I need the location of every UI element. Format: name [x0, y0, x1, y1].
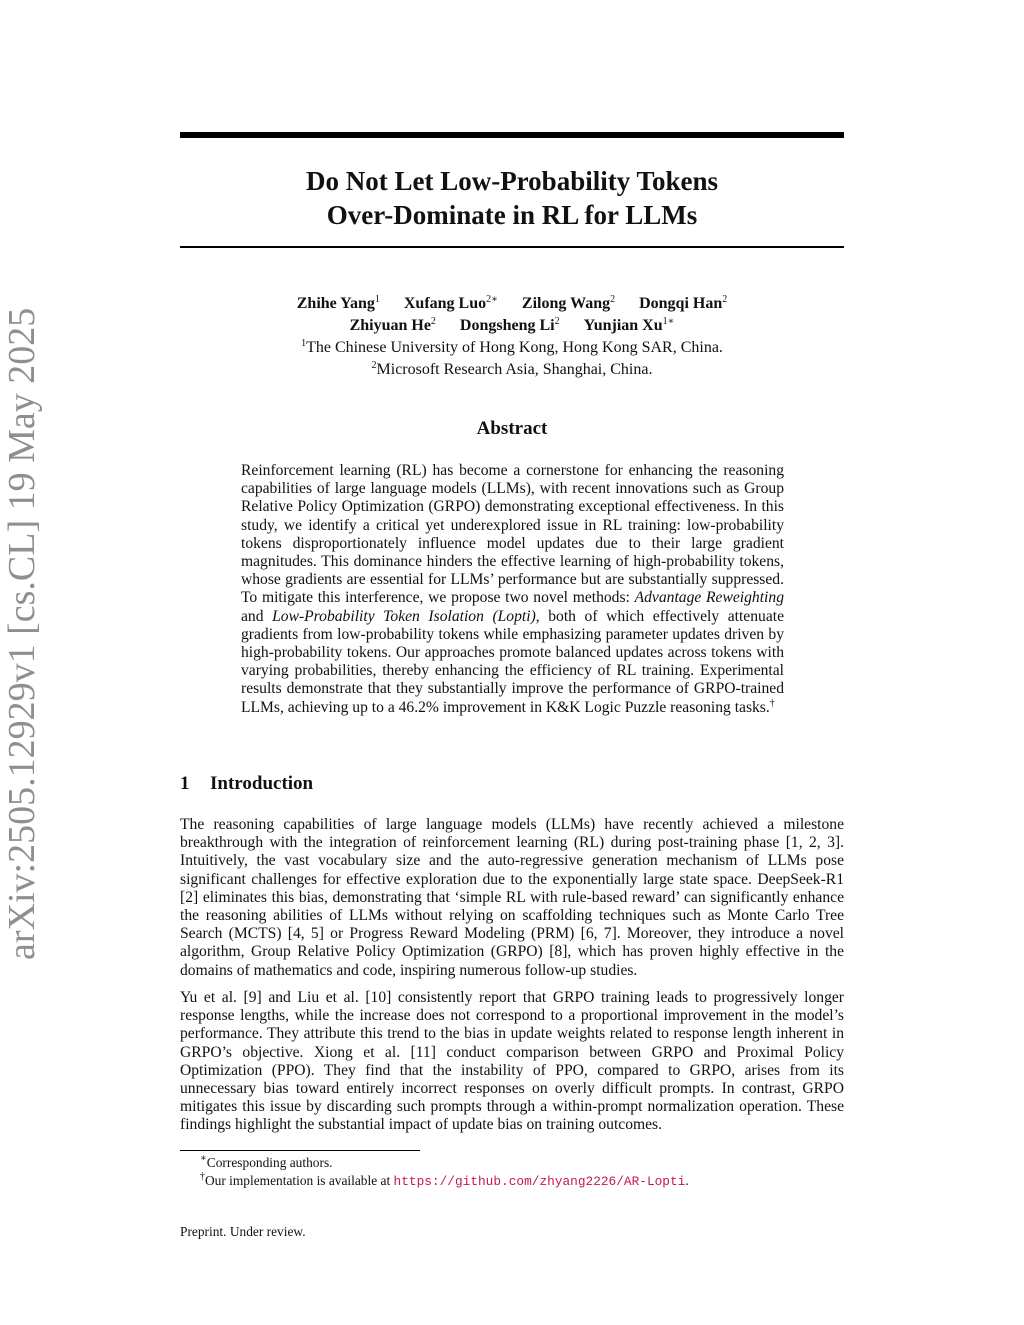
footnote: ∗Corresponding authors.: [200, 1153, 333, 1170]
author-name: Zhihe Yang: [296, 295, 375, 312]
author-name: Zilong Wang: [521, 295, 611, 312]
title-rule-bottom: [180, 246, 844, 248]
footnote: †Our implementation is available at https://github.com/zhyang2226/AR-Lopti.: [200, 1170, 689, 1189]
title-line-1: Do Not Let Low-Probability Tokens: [305, 166, 719, 196]
author-affiliation-mark: 1: [374, 294, 380, 305]
arxiv-identifier: arXiv:2505.12929v1 [cs.CL] 19 May 2025: [1, 307, 43, 960]
author-name: Yunjian Xu: [583, 317, 663, 334]
paper-title: [180, 164, 844, 232]
section-number: 1: [180, 773, 190, 794]
author-name: Xufang Luo: [403, 295, 487, 312]
footnote-rule: [180, 1150, 420, 1151]
author-name: Dongsheng Li: [459, 317, 555, 334]
abstract-text: Reinforcement learning (RL) has become a cornerstone for enhancing the reasoning capabilities of large language models (LLMs), with recent innovations such as Group Relative Policy Optimization (GRPO) demonstrating exceptional effectiveness. In this study, we identify a critical yet underexplored issue in RL training: low-probability tokens disproportionately influence model updates due to their large gradient magnitudes. This dominance hinders the effective learning of high-probability tokens, whose gradients are essential for LLMs’ performance but are substantially suppressed. To mitigate this interference, we propose two novel methods: Advantage Reweighting and Low-Probability Token Isolation (Lopti), both of which effectively attenuate gradients from low-probability tokens while emphasizing parameter updates driven by high-probability tokens. Our approaches promote balanced updates across tokens with varying probabilities, thereby enhancing the efficiency of RL training. Experimental results demonstrate that they substantially improve the performance of GRPO-trained LLMs, achieving up to a 46.2% improvement in K&K Logic Puzzle reasoning tasks.†: [241, 462, 784, 716]
author-row-2: [180, 315, 844, 337]
method-name: Advantage Reweighting: [634, 589, 784, 607]
paragraph: Yu et al. [9] and Liu et al. [10] consistently report that GRPO training leads to progressively longer response lengths, while the increase does not correspond to a proportional improvement in the model’s performance. They attribute this trend to the bias in update weights related to response length inherent in GRPO’s objective. Xiong et al. [11] conduct comparison between GRPO and Proximal Policy Optimization (PPO). They find that the instability of PPO, compared to GRPO, arises from its unnecessary bias toward entirely incorrect responses on overly difficult prompts. In contrast, GRPO mitigates this issue by discarding such prompts through a within-prompt normalization operation. These findings highlight the substantial impact of update bias on training outcomes.: [180, 989, 844, 1134]
method-name: Low-Probability Token Isolation (Lopti): [272, 607, 536, 625]
author-affiliation-mark: 2: [430, 316, 436, 327]
author-affiliation-mark: 2∗: [486, 294, 498, 305]
section-title: Introduction: [210, 773, 314, 794]
author-affiliation-mark: 2: [722, 294, 728, 305]
section-heading: [180, 773, 313, 795]
author-row-1: [180, 293, 844, 315]
title-line-2: Over-Dominate in RL for LLMs: [326, 200, 698, 230]
affiliation-1: $^1$The Chinese University of Hong Kong, Hong Kong SAR, China.: [301, 338, 723, 356]
author-affiliation-mark: 1∗: [662, 316, 675, 327]
author-affiliation-mark: 2: [554, 316, 560, 327]
paragraph: The reasoning capabilities of large language models (LLMs) have recently achieved a milestone breakthrough with the integration of reinforcement learning (RL) during post-training phase [1, 2, 3]. Intuitively, the vast vocabulary size and the auto-regressive generation mechanism of LLMs pose significant challenges for effective exploration due to the exponentially large state space. DeepSeek-R1 [2] eliminates this bias, demonstrating that ‘simple RL with rule-based reward’ can significantly enhance the reasoning abilities of LLMs without relying on scaffolding techniques such as Monte Carlo Tree Search (MCTS) [4, 5] or Progress Reward Modeling (PRM) [6, 7]. Moreover, they introduce a novel algorithm, Group Relative Policy Optimization (GRPO) [8], which has proven highly effective in the domains of mathematics and code, inspiring numerous follow-up studies.: [180, 816, 844, 979]
code-link[interactable]: https://github.com/zhyang2226/AR-Lopti: [393, 1173, 686, 1189]
footnote-mark[interactable]: †: [769, 697, 775, 709]
author-name: Dongqi Han: [639, 295, 723, 312]
abstract-heading: Abstract: [476, 418, 548, 439]
page-footer: Preprint. Under review.: [180, 1224, 306, 1239]
footnotes: [180, 1154, 844, 1190]
author-name: Zhiyuan He: [349, 317, 431, 334]
author-block: [180, 293, 844, 381]
author-affiliation-mark: 2: [610, 294, 616, 305]
affiliation-2: $^2$Microsoft Research Asia, Shanghai, China.: [371, 360, 653, 378]
title-rule-top: [180, 132, 844, 138]
